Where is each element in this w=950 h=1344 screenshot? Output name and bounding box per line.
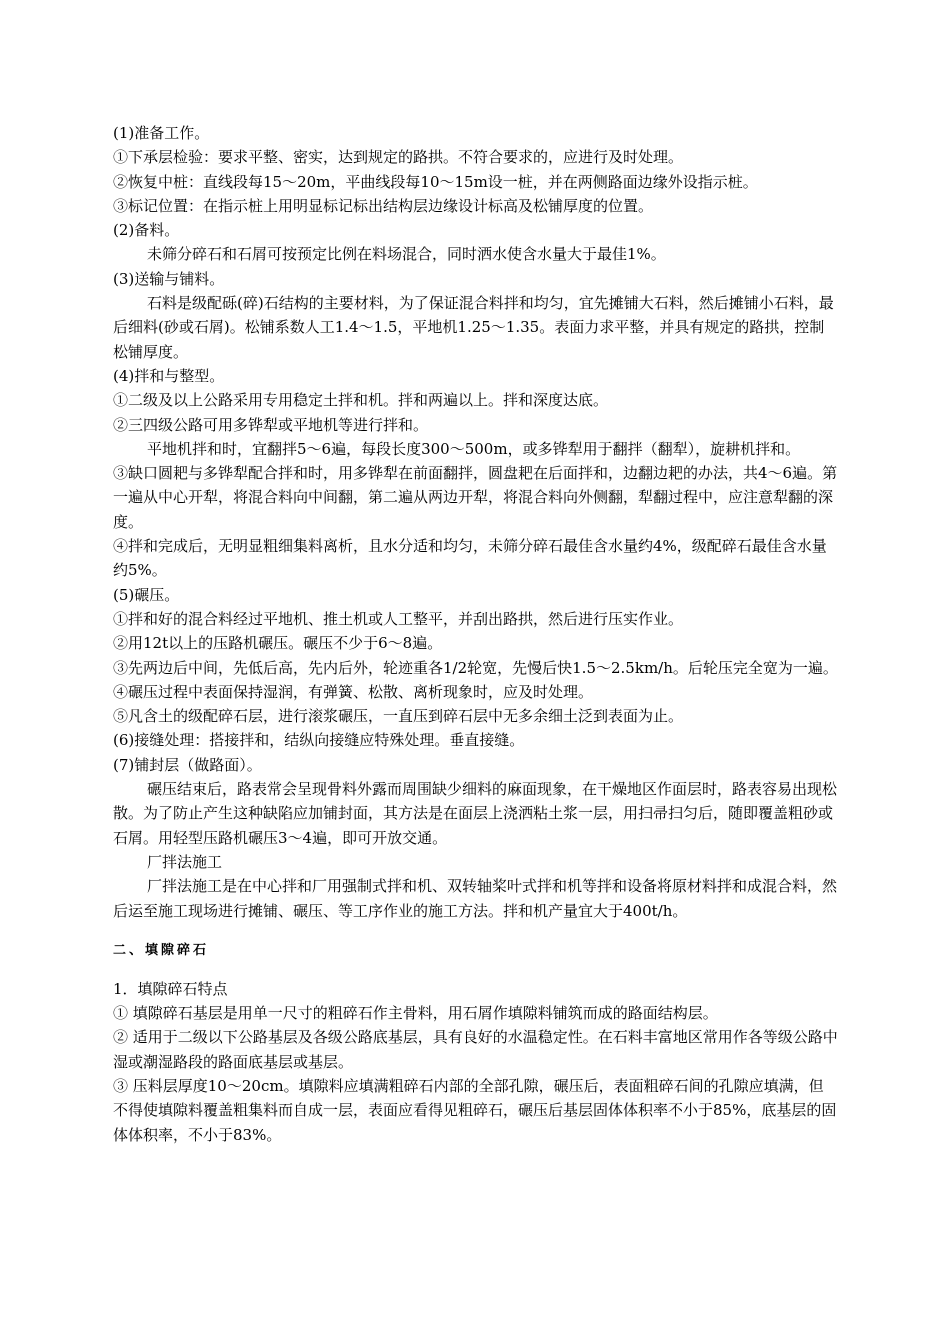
body-paragraph: 石料是级配砾(碎)石结构的主要材料，为了保证混合料拌和均匀，宜先摊铺大石料，然后摊铺小石料，最后细料(砂或石屑)。松铺系数人工1.4～1.5，平地机1.25～1.35。表面力求平整，并具有规定的路拱，控制松铺厚度。 — [113, 294, 834, 361]
body-paragraph: 碾压结束后，路表常会呈现骨料外露而周围缺少细料的麻面现象，在干燥地区作面层时，路表容易出现松散。为了防止产生这种缺陷应加铺封面，其方法是在面层上浇洒粘土浆一层，用扫帚扫匀后，随即覆盖粗砂或石屑。用轻型压路机碾压3～4遍，即可开放交通。 — [113, 780, 838, 847]
list-item: ③ 压料层厚度10～20cm。填隙料应填满粗碎石内部的全部孔隙，碾压后，表面粗碎石间的孔隙应填满，但不得使填隙料覆盖粗集料而自成一层，表面应看得见粗碎石，碾压后基层固体体积率不小于85%，底基层的固体体积率，不小于83%。 — [113, 1076, 837, 1144]
list-item: ①二级及以上公路采用专用稳定土拌和机。拌和两遍以上。拌和深度达底。 — [113, 391, 609, 410]
section-heading-transport: (3)送输与铺料。 — [113, 269, 225, 288]
section-heading-materials: (2)备料。 — [113, 221, 180, 240]
list-item: ①拌和好的混合料经过平地机、推土机或人工整平，并刮出路拱，然后进行压实作业。 — [113, 609, 684, 628]
section-heading-mixing: (4)拌和与整型。 — [113, 366, 225, 385]
list-item: ③先两边后中间，先低后高，先内后外，轮迹重各1/2轮宽，先慢后快1.5～2.5km/h。后轮压完全宽为一遍。 — [113, 658, 838, 677]
list-item: ③缺口圆耙与多铧犁配合拌和时，用多铧犁在前面翻拌，圆盘耙在后面拌和，边翻边耙的办法，共4～6遍。第一遍从中心开犁，将混合料向中间翻，第二遍从两边开犁，将混合料向外侧翻，犁翻过程中，应注意犁翻的深度。 — [113, 464, 838, 531]
list-item: ② 适用于二级以下公路基层及各级公路底基层，具有良好的水温稳定性。在石料丰富地区常用作各等级公路中湿或潮湿路段的路面底基层或基层。 — [113, 1028, 838, 1071]
subsection-title-features: 1．填隙碎石特点 — [113, 979, 228, 998]
body-paragraph: 厂拌法施工是在中心拌和厂用强制式拌和机、双转轴桨叶式拌和机等拌和设备将原材料拌和成混合料，然后运至施工现场进行摊铺、碾压、等工序作业的施工方法。拌和机产量宜大于400t/h。 — [113, 877, 838, 920]
subsection-title-plant-mix: 厂拌法施工 — [147, 852, 223, 871]
section-heading-preparation: (1)准备工作。 — [113, 124, 210, 142]
list-item: ②恢复中桩：直线段每15～20m，平曲线段每10～15m设一桩，并在两侧路面边缘外设指示桩。 — [113, 172, 758, 191]
section-heading-joints: (6)接缝处理：搭接拌和，结纵向接缝应特殊处理。垂直接缝。 — [113, 731, 525, 750]
body-paragraph: 未筛分碎石和石屑可按预定比例在料场混合，同时洒水使含水量大于最佳1%。 — [147, 245, 666, 264]
document-body — [113, 121, 838, 1147]
section-heading-compaction: (5)碾压。 — [113, 585, 180, 604]
list-item: ④拌和完成后，无明显粗细集料离析，且水分适和均匀，未筛分碎石最佳含水量约4%，级配碎石最佳含水量约5%。 — [113, 537, 827, 580]
section-heading-seal-coat: (7)铺封层（做路面）。 — [113, 755, 262, 774]
body-paragraph: 平地机拌和时，宜翻拌5～6遍，每段长度300～500m，或多铧犁用于翻拌（翻犁），旋耕机拌和。 — [147, 439, 801, 458]
list-item: ②三四级公路可用多铧犁或平地机等进行拌和。 — [113, 415, 429, 434]
list-item: ④碾压过程中表面保持湿润，有弹簧、松散、离析现象时，应及时处理。 — [113, 682, 594, 701]
list-item: ①下承层检验：要求平整、密实，达到规定的路拱。不符合要求的，应进行及时处理。 — [113, 148, 684, 167]
list-item: ③标记位置：在指示桩上用明显标记标出结构层边缘设计标高及松铺厚度的位置。 — [113, 196, 654, 215]
list-item: ②用12t以上的压路机碾压。碾压不少于6～8遍。 — [113, 634, 443, 653]
chapter-heading: 二、填隙碎石 — [113, 942, 210, 958]
list-item: ① 填隙碎石基层是用单一尺寸的粗碎石作主骨料，用石屑作填隙料铺筑而成的路面结构层。 — [113, 1004, 718, 1023]
list-item: ⑤凡含土的级配碎石层，进行滚浆碾压，一直压到碎石层中无多余细土泛到表面为止。 — [113, 707, 684, 726]
